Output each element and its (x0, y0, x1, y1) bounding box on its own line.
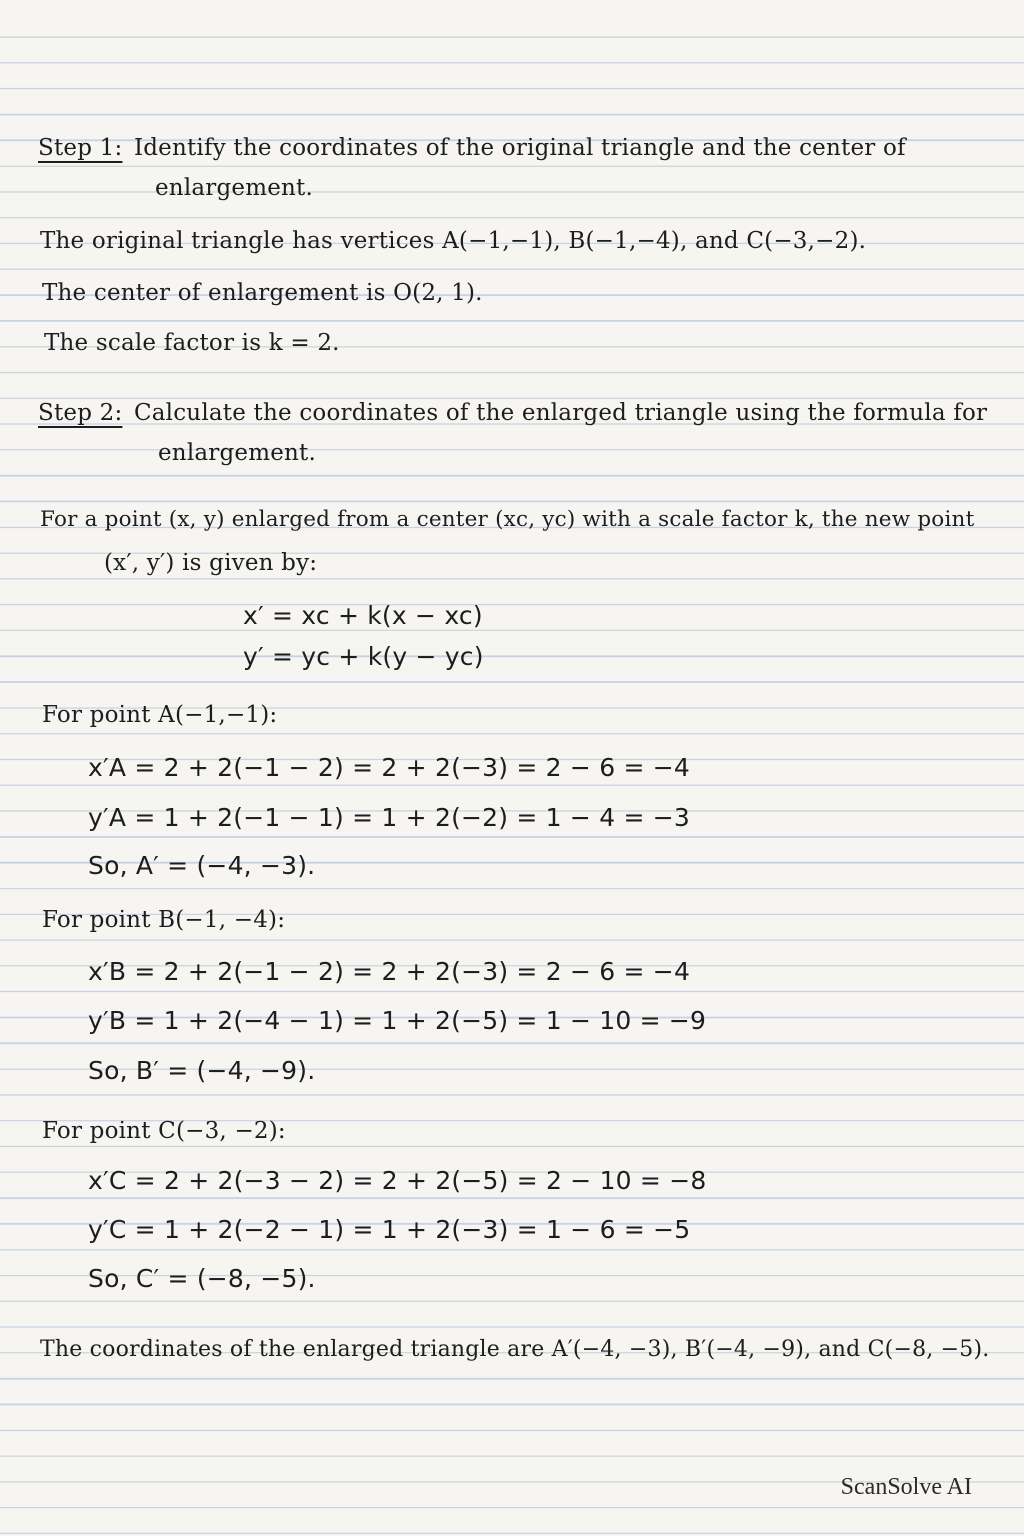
pointC-x-calc: x′C = 2 + 2(−3 − 2) = 2 + 2(−5) = 2 − 10 = −8 (88, 1166, 707, 1195)
step1-text-line2: enlargement. (155, 175, 314, 201)
formula-y: y′ = yc + k(y − yc) (243, 642, 484, 671)
pointC-heading: For point C(−3, −2): (42, 1118, 286, 1144)
step1-scale: The scale factor is k = 2. (44, 330, 340, 356)
step1-text-line1: Identify the coordinates of the original triangle and the center of (133, 135, 906, 161)
step1-vertices: The original triangle has vertices A(−1,−1), B(−1,−4), and C(−3,−2). (40, 228, 867, 254)
scansolve-footer: ScanSolve AI (840, 1474, 972, 1500)
step1-heading (38, 135, 906, 161)
step2-intro-line1: For a point (x, y) enlarged from a center (xc, yc) with a scale factor k, the new point (40, 507, 975, 532)
step1-label: Step 1: (38, 135, 123, 161)
pointB-x-calc: x′B = 2 + 2(−1 − 2) = 2 + 2(−3) = 2 − 6 = −4 (88, 957, 691, 986)
pointA-result: So, A′ = (−4, −3). (88, 851, 316, 880)
pointB-y-calc: y′B = 1 + 2(−4 − 1) = 1 + 2(−5) = 1 − 10 = −9 (88, 1006, 707, 1035)
step2-label: Step 2: (38, 400, 123, 426)
pointC-y-calc: y′C = 1 + 2(−2 − 1) = 1 + 2(−3) = 1 − 6 = −5 (88, 1215, 691, 1244)
pointB-heading: For point B(−1, −4): (42, 907, 286, 933)
pointC-result: So, C′ = (−8, −5). (88, 1264, 316, 1293)
pointA-y-calc: y′A = 1 + 2(−1 − 1) = 1 + 2(−2) = 1 − 4 = −3 (88, 803, 691, 832)
step1-center: The center of enlargement is O(2, 1). (42, 280, 483, 306)
step2-text-line2: enlargement. (158, 440, 317, 466)
pointB-result: So, B′ = (−4, −9). (88, 1056, 316, 1085)
pointA-heading: For point A(−1,−1): (42, 702, 278, 728)
pointA-x-calc: x′A = 2 + 2(−1 − 2) = 2 + 2(−3) = 2 − 6 = −4 (88, 753, 691, 782)
step2-heading (38, 400, 987, 426)
step2-text-line1: Calculate the coordinates of the enlarged triangle using the formula for (133, 400, 988, 426)
conclusion: The coordinates of the enlarged triangle are A′(−4, −3), B′(−4, −9), and C(−8, −5). (40, 1337, 990, 1362)
formula-x: x′ = xc + k(x − xc) (243, 601, 483, 630)
step2-intro-line2: (x′, y′) is given by: (104, 550, 318, 576)
